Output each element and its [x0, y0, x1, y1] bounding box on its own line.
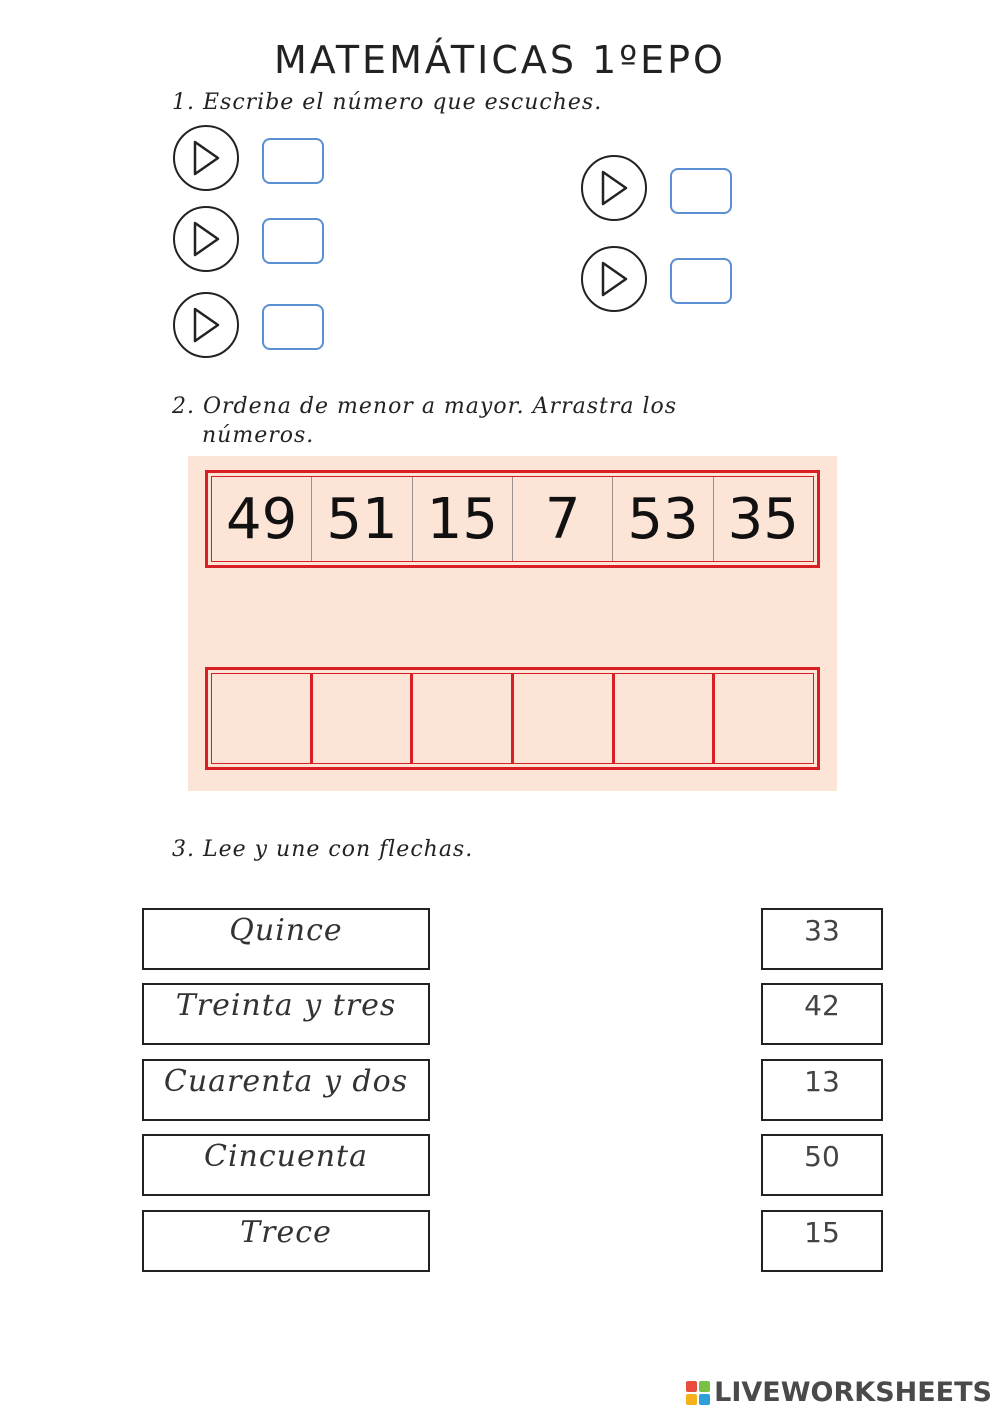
drop-slot-1[interactable] — [212, 674, 313, 763]
play-icon — [191, 139, 221, 177]
brand-mark-square — [699, 1381, 710, 1392]
exercise-1-instruction: 1. Escribe el número que escuches. — [172, 90, 603, 115]
number-tiles-row — [205, 470, 820, 568]
exercise-3-instruction: 3. Lee y une con flechas. — [172, 837, 474, 862]
play-icon — [599, 260, 629, 298]
drop-slots-row — [205, 667, 820, 770]
play-button-4[interactable] — [581, 155, 647, 221]
drop-slot-2[interactable] — [313, 674, 414, 763]
number-tile[interactable]: 49 — [212, 477, 312, 561]
answer-box-4[interactable] — [670, 168, 732, 214]
number-box-1[interactable]: 33 — [761, 908, 883, 970]
exercise-2-instruction-line-2: números. — [202, 423, 315, 448]
brand-mark-square — [686, 1394, 697, 1405]
number-box-3[interactable]: 13 — [761, 1059, 883, 1121]
exercise-2-instruction — [172, 392, 677, 450]
liveworksheets-logo — [686, 1377, 992, 1408]
play-button-1[interactable] — [173, 125, 239, 191]
word-box-4[interactable]: Cincuenta — [142, 1134, 430, 1196]
answer-box-3[interactable] — [262, 304, 324, 350]
number-tile[interactable]: 15 — [413, 477, 513, 561]
play-icon — [599, 169, 629, 207]
number-tile[interactable]: 53 — [613, 477, 713, 561]
number-tile[interactable]: 35 — [714, 477, 813, 561]
play-icon — [191, 220, 221, 258]
number-box-5[interactable]: 15 — [761, 1210, 883, 1272]
brand-mark-square — [699, 1394, 710, 1405]
number-box-4[interactable]: 50 — [761, 1134, 883, 1196]
play-icon — [191, 306, 221, 344]
word-box-5[interactable]: Trece — [142, 1210, 430, 1272]
play-button-2[interactable] — [173, 206, 239, 272]
number-tile[interactable]: 51 — [312, 477, 412, 561]
word-box-1[interactable]: Quince — [142, 908, 430, 970]
play-button-5[interactable] — [581, 246, 647, 312]
page-title: MATEMÁTICAS 1ºEPO — [274, 38, 726, 82]
answer-box-5[interactable] — [670, 258, 732, 304]
answer-box-1[interactable] — [262, 138, 324, 184]
drop-slot-6[interactable] — [715, 674, 813, 763]
brand-name: LIVEWORKSHEETS — [714, 1377, 992, 1408]
exercise-2-instruction-line-1: 2. Ordena de menor a mayor. Arrastra los — [172, 394, 678, 419]
drop-slot-3[interactable] — [413, 674, 514, 763]
word-box-3[interactable]: Cuarenta y dos — [142, 1059, 430, 1121]
number-box-2[interactable]: 42 — [761, 983, 883, 1045]
word-box-2[interactable]: Treinta y tres — [142, 983, 430, 1045]
answer-box-2[interactable] — [262, 218, 324, 264]
brand-mark-icon — [686, 1381, 710, 1405]
brand-mark-square — [686, 1381, 697, 1392]
play-button-3[interactable] — [173, 292, 239, 358]
drop-slot-4[interactable] — [514, 674, 615, 763]
number-tile[interactable]: 7 — [513, 477, 613, 561]
drop-slot-5[interactable] — [615, 674, 716, 763]
